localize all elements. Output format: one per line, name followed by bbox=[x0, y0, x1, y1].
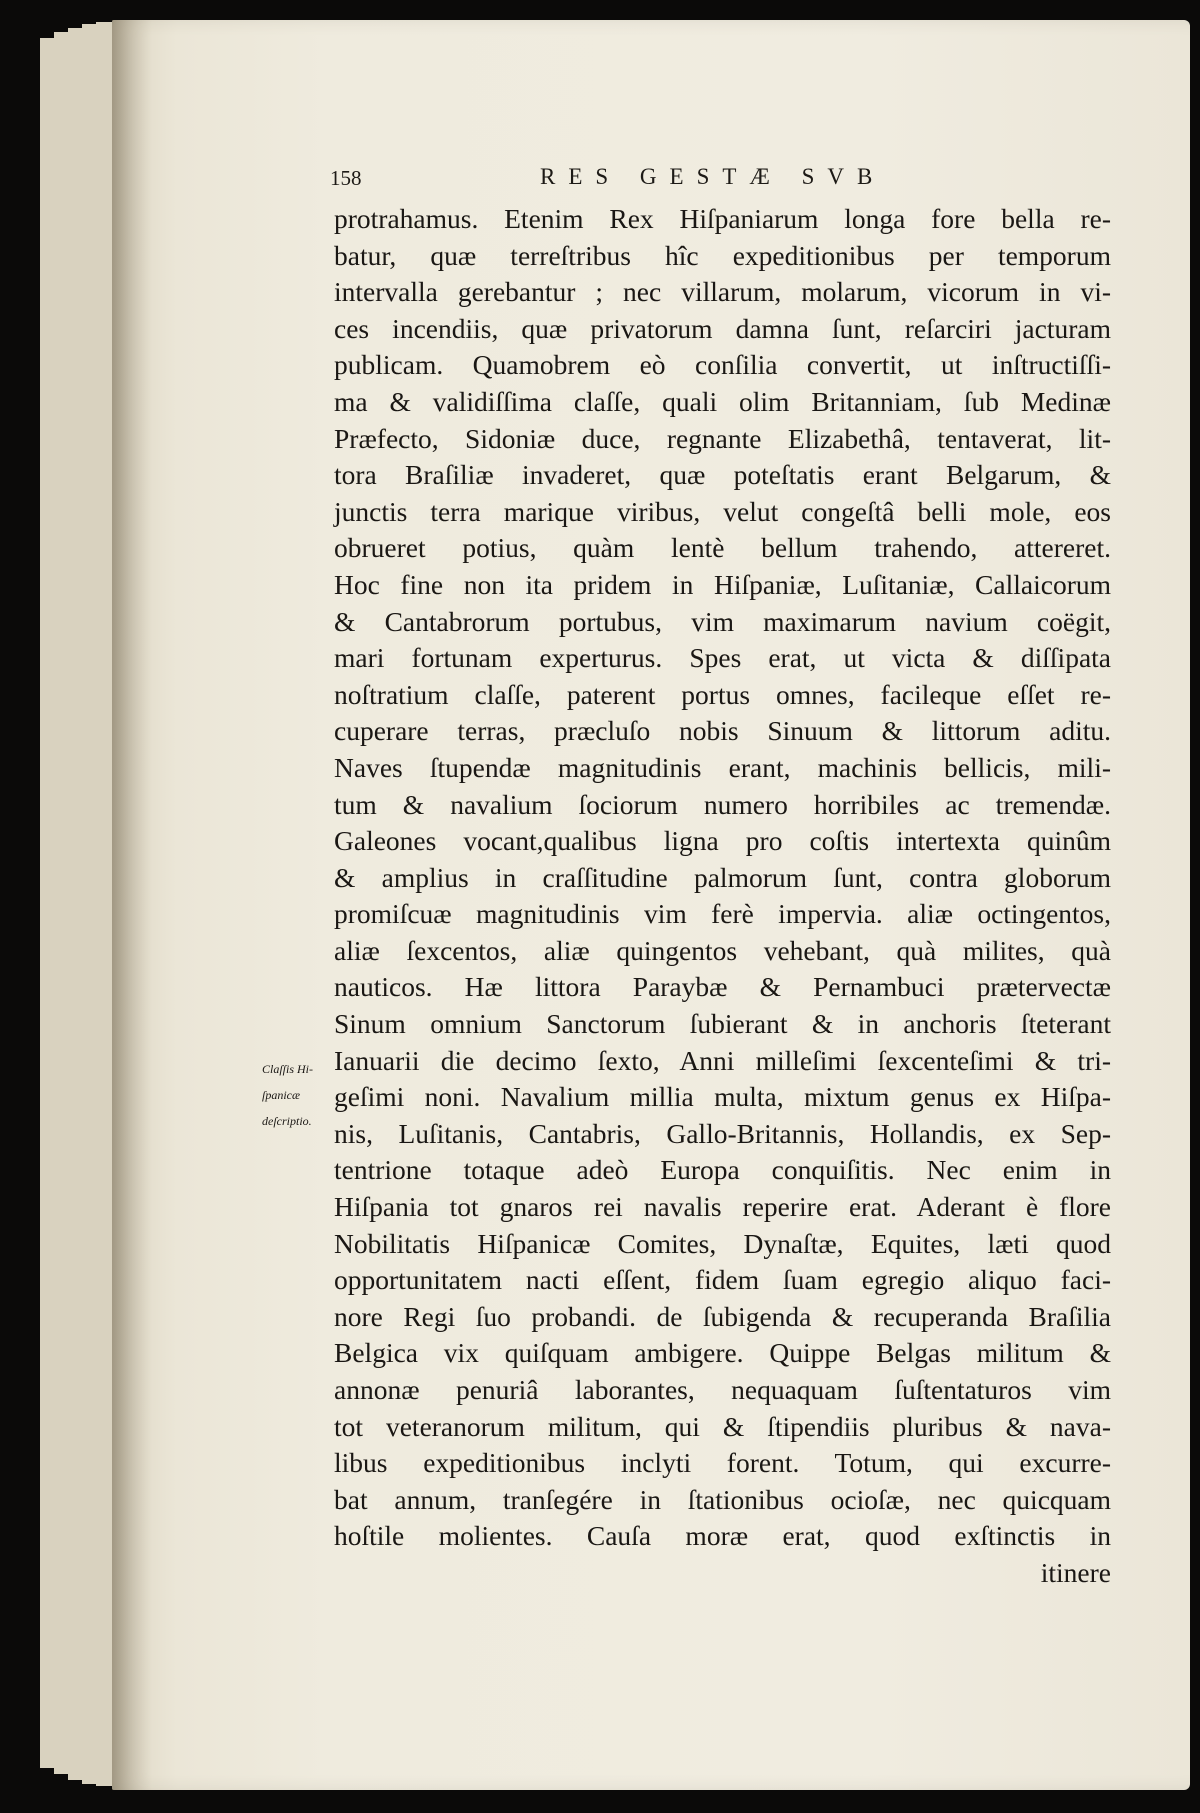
text-line: annonæ penuriâ laborantes, nequaquam ſuſtentaturos vim bbox=[334, 1374, 1111, 1405]
text-line: hoſtile molientes. Cauſa moræ erat, quod exſtinctis in bbox=[334, 1520, 1111, 1552]
margin-note-line: deſcriptio. bbox=[262, 1114, 312, 1128]
text-line: Hiſpania tot gnaros rei navalis reperire erat. Aderant è flore bbox=[334, 1191, 1111, 1223]
text-line: Præfecto, Sidoniæ duce, regnante Elizabethâ, tentaverat, lit- bbox=[334, 422, 1111, 454]
text-line: Belgica vix quiſquam ambigere. Quippe Belgas militum & bbox=[334, 1337, 1111, 1369]
text-line: obrueret potius, quàm lentè bellum trahendo, attereret. bbox=[334, 532, 1111, 564]
text-line: aliæ ſexcentos, aliæ quingentos vehebant, quà milites, quà bbox=[334, 934, 1111, 966]
text-line: junctis terra marique viribus, velut congeſtâ belli mole, eos bbox=[334, 495, 1111, 527]
margin-note bbox=[262, 1056, 334, 1134]
body-text bbox=[334, 201, 1111, 1592]
gutter-shadow bbox=[112, 20, 152, 1790]
text-line: Sinum omnium Sanctorum ſubierant & in anchoris ſteterant bbox=[334, 1008, 1111, 1040]
text-line: publicam. Quamobrem eò conſilia convertit, ut inſtructiſſi- bbox=[334, 349, 1111, 381]
catchword: itinere bbox=[1040, 1556, 1111, 1588]
text-line: mari fortunam experturus. Spes erat, ut victa & diſſipata bbox=[334, 642, 1111, 674]
text-line: Naves ſtupendæ magnitudinis erant, machinis bellicis, mili- bbox=[334, 751, 1111, 783]
text-line: batur, quæ terreſtribus hîc expeditionibus per temporum bbox=[334, 239, 1111, 271]
text-line: tot veteranorum militum, qui & ſtipendiis pluribus & nava- bbox=[334, 1410, 1111, 1442]
text-line: & Cantabrorum portubus, vim maximarum navium coëgit, bbox=[334, 605, 1111, 637]
text-line: Nobilitatis Hiſpanicæ Comites, Dynaſtæ, Equites, læti quod bbox=[334, 1227, 1111, 1259]
text-line: ma & validiſſima claſſe, quali olim Britanniam, ſub Medinæ bbox=[334, 385, 1111, 417]
text-line: nore Regi ſuo probandi. de ſubigenda & recuperanda Braſilia bbox=[334, 1300, 1111, 1332]
page-number: 158 bbox=[330, 166, 362, 190]
text-line: ces incendiis, quæ privatorum damna ſunt, reſarciri jacturam bbox=[334, 312, 1111, 344]
text-line: tora Braſiliæ invaderet, quæ poteſtatis erant Belgarum, & bbox=[334, 459, 1111, 491]
text-line: Hoc fine non ita pridem in Hiſpaniæ, Luſitaniæ, Callaicorum bbox=[334, 568, 1111, 600]
text-line: opportunitatem nacti eſſent, fidem ſuam egregio aliquo faci- bbox=[334, 1264, 1111, 1296]
text-line: libus expeditionibus inclyti forent. Totum, qui excurre- bbox=[334, 1447, 1111, 1479]
margin-note-line: Claſſis Hi- bbox=[262, 1062, 314, 1076]
text-line: cuperare terras, præcluſo nobis Sinuum & littorum aditu. bbox=[334, 715, 1111, 747]
text-line: nis, Luſitanis, Cantabris, Gallo-Britannis, Hollandis, ex Sep- bbox=[334, 1117, 1111, 1149]
text-line: promiſcuæ magnitudinis vim ferè impervia. aliæ octingentos, bbox=[334, 898, 1111, 930]
margin-note-line: ſpanicæ bbox=[262, 1088, 300, 1102]
running-title: RES GESTÆ SVB bbox=[540, 164, 886, 189]
text-line: geſimi noni. Navalium millia multa, mixtum genus ex Hiſpa- bbox=[334, 1081, 1111, 1113]
text-line: & amplius in craſſitudine palmorum ſunt, contra globorum bbox=[334, 861, 1111, 893]
text-line: Ianuarii die decimo ſexto, Anni milleſimi ſexcenteſimi & tri- bbox=[334, 1044, 1111, 1076]
running-head bbox=[330, 160, 1110, 194]
text-line: protrahamus. Etenim Rex Hiſpaniarum longa fore bella re- bbox=[334, 203, 1111, 234]
text-line: noſtratium claſſe, paterent portus omnes, facileque eſſet re- bbox=[334, 678, 1111, 710]
text-line: Galeones vocant,qualibus ligna pro coſtis intertexta quinûm bbox=[334, 825, 1111, 857]
text-line: intervalla gerebantur ; nec villarum, molarum, vicorum in vi- bbox=[334, 276, 1111, 308]
text-line: bat annum, tranſegére in ſtationibus ocioſæ, nec quicquam bbox=[334, 1483, 1111, 1515]
text-line: tentrione totaque adeò Europa conquiſitis. Nec enim in bbox=[334, 1154, 1111, 1186]
text-line: nauticos. Hæ littora Paraybæ & Pernambuci prætervectæ bbox=[334, 971, 1111, 1003]
text-line: tum & navalium ſociorum numero horribiles ac tremendæ. bbox=[334, 788, 1111, 820]
